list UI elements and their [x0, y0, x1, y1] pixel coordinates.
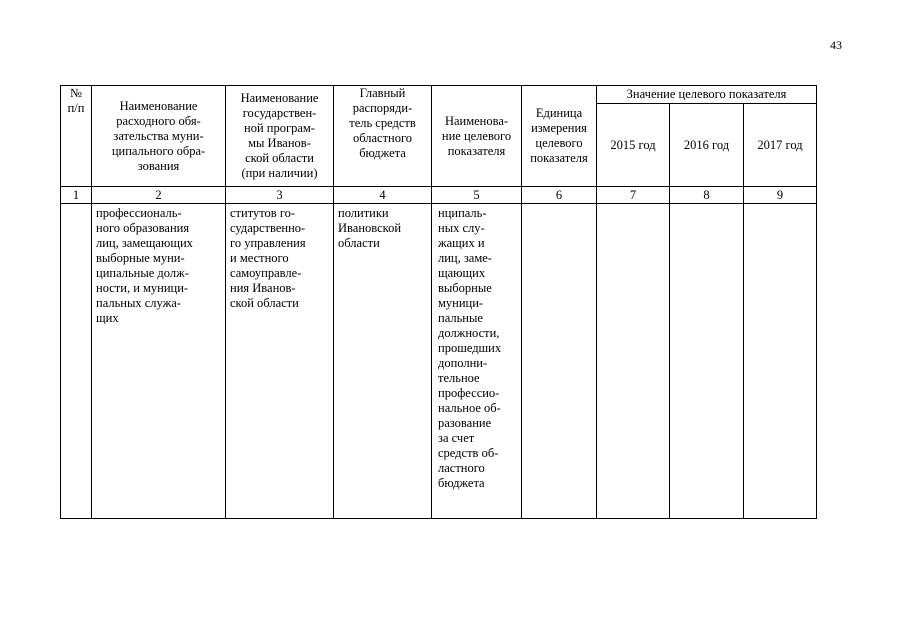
header-expenditure-obligation: Наименование расходного обя- зательства муни- ципального обра- зования — [92, 86, 226, 187]
numbering-cell: 3 — [226, 187, 334, 204]
header-row-1 — [61, 86, 817, 104]
cell-chief-manager: политики Ивановской области — [334, 204, 432, 519]
target-indicators-table — [60, 85, 817, 519]
numbering-cell: 7 — [597, 187, 670, 204]
cell-unit — [522, 204, 597, 519]
numbering-cell: 6 — [522, 187, 597, 204]
cell-value-2017 — [744, 204, 817, 519]
header-number: № п/п — [61, 86, 92, 187]
table-row — [61, 204, 817, 519]
numbering-cell: 9 — [744, 187, 817, 204]
header-target-indicator: Наименова- ние целевого показателя — [432, 86, 522, 187]
header-unit: Единица измерения целевого показателя — [522, 86, 597, 187]
header-year-2017: 2017 год — [744, 104, 817, 187]
header-year-2016: 2016 год — [670, 104, 744, 187]
cell-expenditure-obligation: профессиональ- ного образования лиц, замещающих выборные муни- ципальные долж- ности, и муници- пальных служа- щих — [92, 204, 226, 519]
header-target-value-group: Значение целевого показателя — [597, 86, 817, 104]
header-chief-manager: Главный распоряди- тель средств областного бюджета — [334, 86, 432, 187]
numbering-cell: 8 — [670, 187, 744, 204]
header-state-program: Наименование государствен- ной програм- мы Иванов- ской области (при наличии) — [226, 86, 334, 187]
header-year-2015: 2015 год — [597, 104, 670, 187]
cell-number — [61, 204, 92, 519]
cell-state-program: ститутов го- сударственно- го управления и местного самоуправле- ния Иванов- ской области — [226, 204, 334, 519]
numbering-cell: 1 — [61, 187, 92, 204]
cell-value-2016 — [670, 204, 744, 519]
cell-value-2015 — [597, 204, 670, 519]
cell-target-indicator: нципаль- ных слу- жащих и лиц, заме- щающих выборные муници- пальные должности, прошедших дополни- тельное профессио- нальное об- разование за счет средств об- ластного бюджета — [432, 204, 522, 519]
numbering-row — [61, 187, 817, 204]
page-number: 43 — [830, 38, 842, 52]
numbering-cell: 5 — [432, 187, 522, 204]
numbering-cell: 2 — [92, 187, 226, 204]
numbering-cell: 4 — [334, 187, 432, 204]
